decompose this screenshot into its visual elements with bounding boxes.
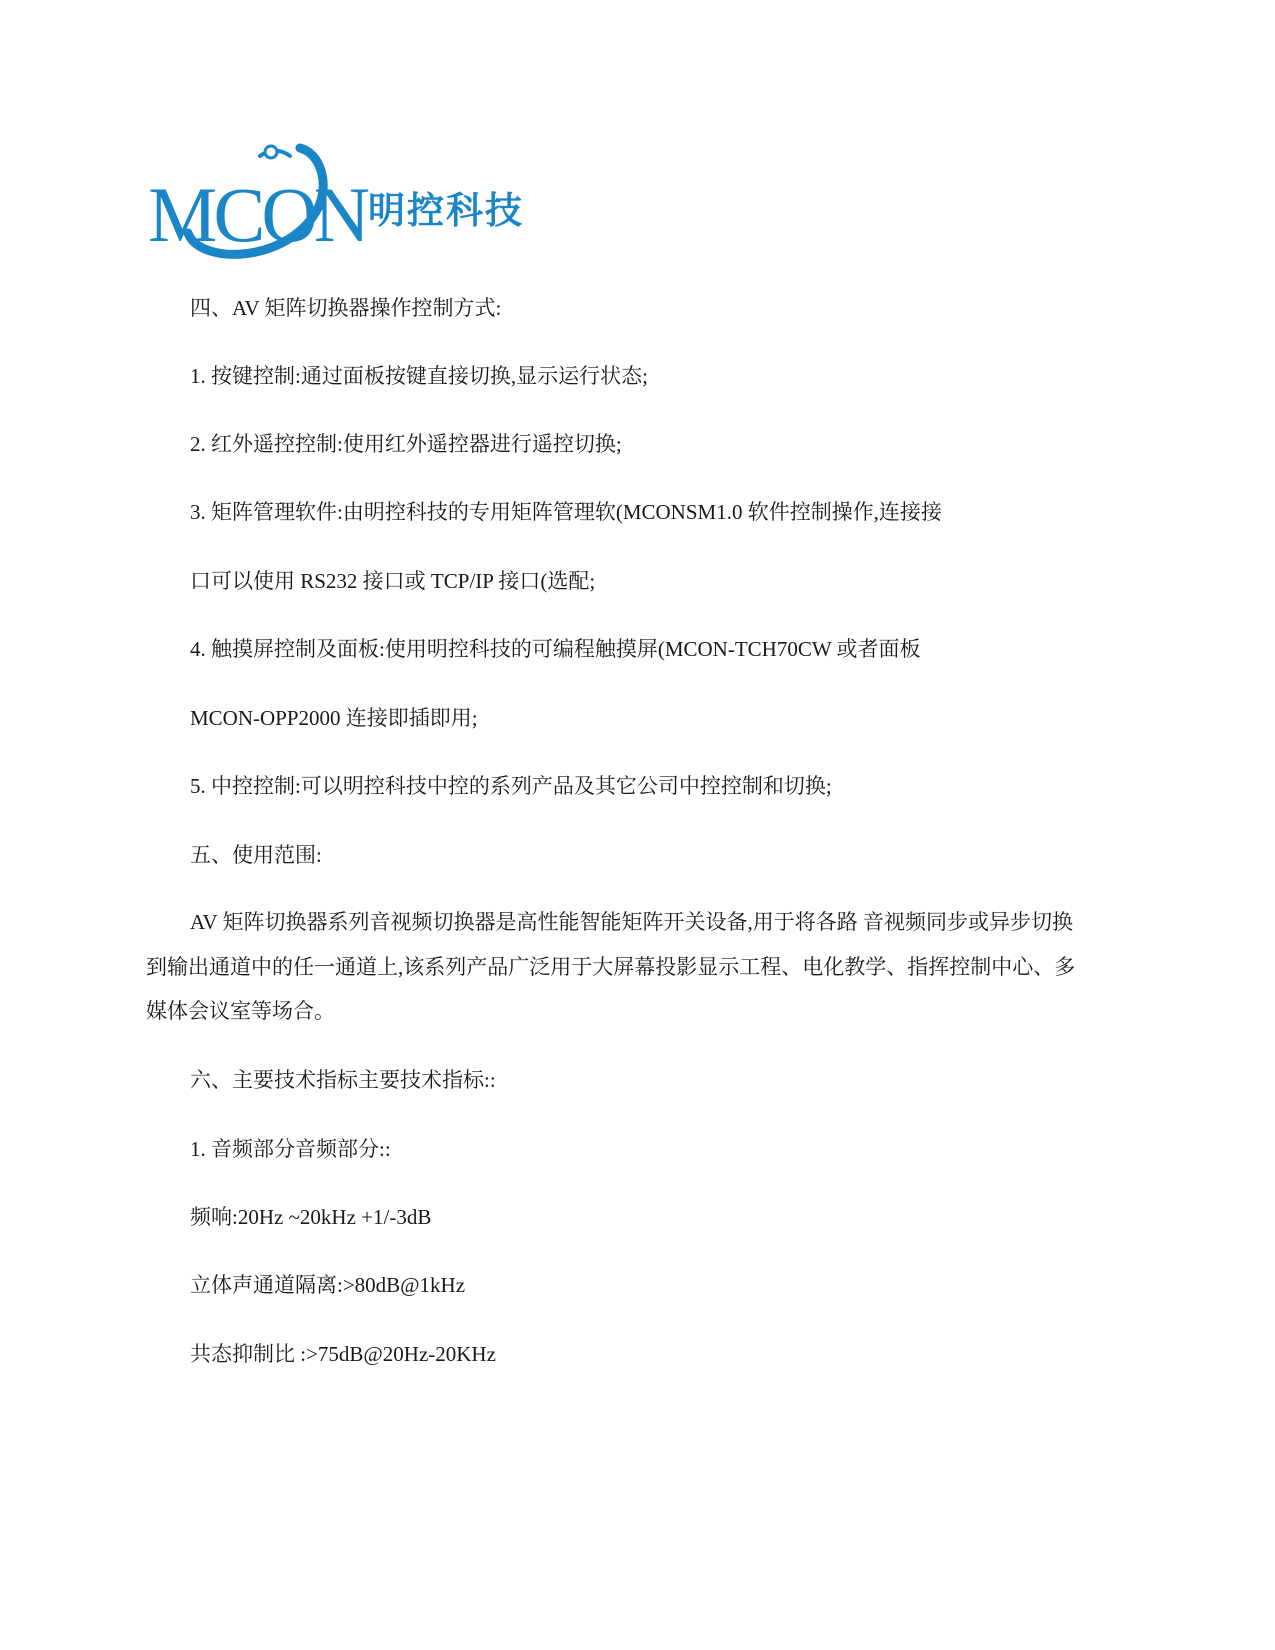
section5-paragraph-line1: AV 矩阵切换器系列音视频切换器是高性能智能矩阵开关设备,用于将各路 音视频同步或异步切换: [190, 910, 1073, 934]
spec-frequency-response: 频响:20Hz ~20kHz +1/-3dB: [190, 1205, 432, 1229]
list-item-3-line1: 3. 矩阵管理软件:由明控科技的专用矩阵管理软(MCONSM1.0 软件控制操作,连接接: [190, 500, 942, 524]
list-item-2: 2. 红外遥控控制:使用红外遥控器进行遥控切换;: [190, 432, 622, 456]
list-item-5: 5. 中控控制:可以明控科技中控的系列产品及其它公司中控控制和切换;: [190, 774, 832, 798]
section5-paragraph-line2: 到输出通道中的任一通道上,该系列产品广泛用于大屏幕投影显示工程、电化教学、指挥控制中心、多: [146, 955, 1076, 979]
logo-letters: MCON: [148, 171, 367, 258]
company-logo: [140, 138, 540, 266]
section6-title: 六、主要技术指标主要技术指标::: [190, 1068, 496, 1092]
list-item-3-line2: 口可以使用 RS232 接口或 TCP/IP 接口(选配;: [190, 569, 596, 593]
list-item-4-line2: MCON-OPP2000 连接即插即用;: [190, 706, 478, 730]
list-item-4-line1: 4. 触摸屏控制及面板:使用明控科技的可编程触摸屏(MCON-TCH70CW 或者面板: [190, 637, 921, 661]
list-item-1: 1. 按键控制:通过面板按键直接切换,显示运行状态;: [190, 364, 648, 388]
subsection1-title: 1. 音频部分音频部分::: [190, 1137, 391, 1161]
spec-cmrr: 共态抑制比 :>75dB@20Hz-20KHz: [190, 1342, 496, 1366]
logo-company-name: 明控科技: [368, 189, 524, 232]
section5-paragraph-line3: 媒体会议室等场合。: [146, 999, 335, 1023]
section5-title: 五、使用范围:: [190, 843, 322, 867]
section4-title: 四、AV 矩阵切换器操作控制方式:: [190, 296, 502, 320]
spec-stereo-isolation: 立体声通道隔离:>80dB@1kHz: [190, 1273, 466, 1297]
